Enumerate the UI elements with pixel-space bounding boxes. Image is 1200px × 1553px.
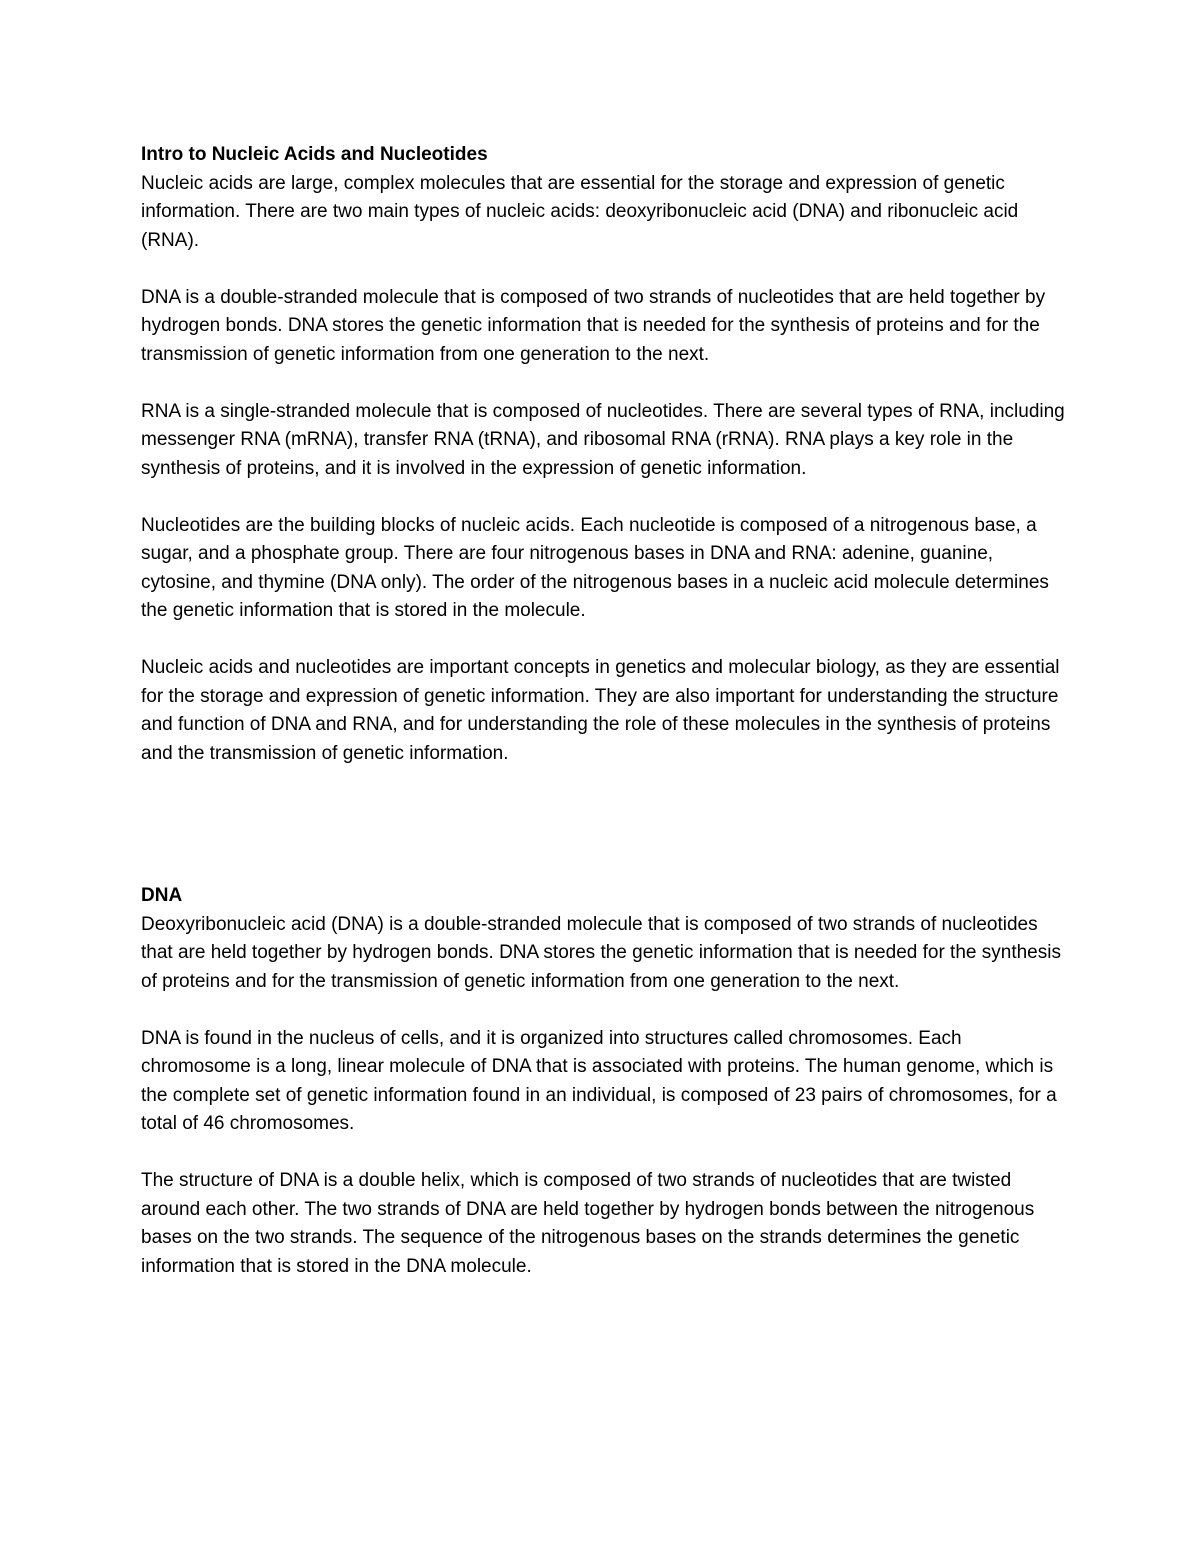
paragraph: The structure of DNA is a double helix, which is composed of two strands of nucleotides that are twisted around each other. The two strands of DNA are held together by hydrogen bonds between the nitrogenous bases on the two strands. The sequence of the nitrogenous bases on the strands determines the genetic information that is stored in the DNA molecule. bbox=[141, 1170, 1035, 1277]
section-spacer bbox=[141, 768, 1066, 882]
paragraph: DNA is a double-stranded molecule that is composed of two strands of nucleotides that are held together by hydrogen bonds. DNA stores the genetic information that is needed for the synthesis of proteins and for the transmission of genetic information from one generation to the next. bbox=[141, 286, 1046, 365]
paragraph: Nucleotides are the building blocks of nucleic acids. Each nucleotide is composed of a nitrogenous base, a sugar, and a phosphate group. There are four nitrogenous bases in DNA and RNA: adenine, guanine, cytosine, and thymine (DNA only). The order of the nitrogenous bases in a nucleic acid molecule determines the genetic information that is stored in the molecule. bbox=[141, 514, 1049, 621]
document-body bbox=[141, 141, 1066, 1281]
section-dna bbox=[141, 882, 1066, 1281]
section-heading: Intro to Nucleic Acids and Nucleotides bbox=[141, 144, 488, 165]
section-intro bbox=[141, 141, 1066, 768]
paragraph: Nucleic acids and nucleotides are important concepts in genetics and molecular biology, as they are essential for the storage and expression of genetic information. They are also important for understanding the structure and function of DNA and RNA, and for understanding the role of these molecules in the synthesis of proteins and the transmission of genetic information. bbox=[141, 657, 1060, 764]
section-heading: DNA bbox=[141, 885, 183, 906]
paragraph: RNA is a single-stranded molecule that is composed of nucleotides. There are several types of RNA, including messenger RNA (mRNA), transfer RNA (tRNA), and ribosomal RNA (rRNA). RNA plays a key role in the synthesis of proteins, and it is involved in the expression of genetic information. bbox=[141, 400, 1065, 479]
paragraph: Deoxyribonucleic acid (DNA) is a double-stranded molecule that is composed of two strands of nucleotides that are held together by hydrogen bonds. DNA stores the genetic information that is needed for the synthesis of proteins and for the transmission of genetic information from one generation to the next. bbox=[141, 913, 1061, 992]
paragraph: DNA is found in the nucleus of cells, and it is organized into structures called chromosomes. Each chromosome is a long, linear molecule of DNA that is associated with proteins. The human genome, which is the complete set of genetic information found in an individual, is composed of 23 pairs of chromosomes, for a total of 46 chromosomes. bbox=[141, 1027, 1057, 1134]
paragraph: Nucleic acids are large, complex molecules that are essential for the storage and expression of genetic information. There are two main types of nucleic acids: deoxyribonucleic acid (DNA) and ribonucleic acid (RNA). bbox=[141, 172, 1019, 251]
